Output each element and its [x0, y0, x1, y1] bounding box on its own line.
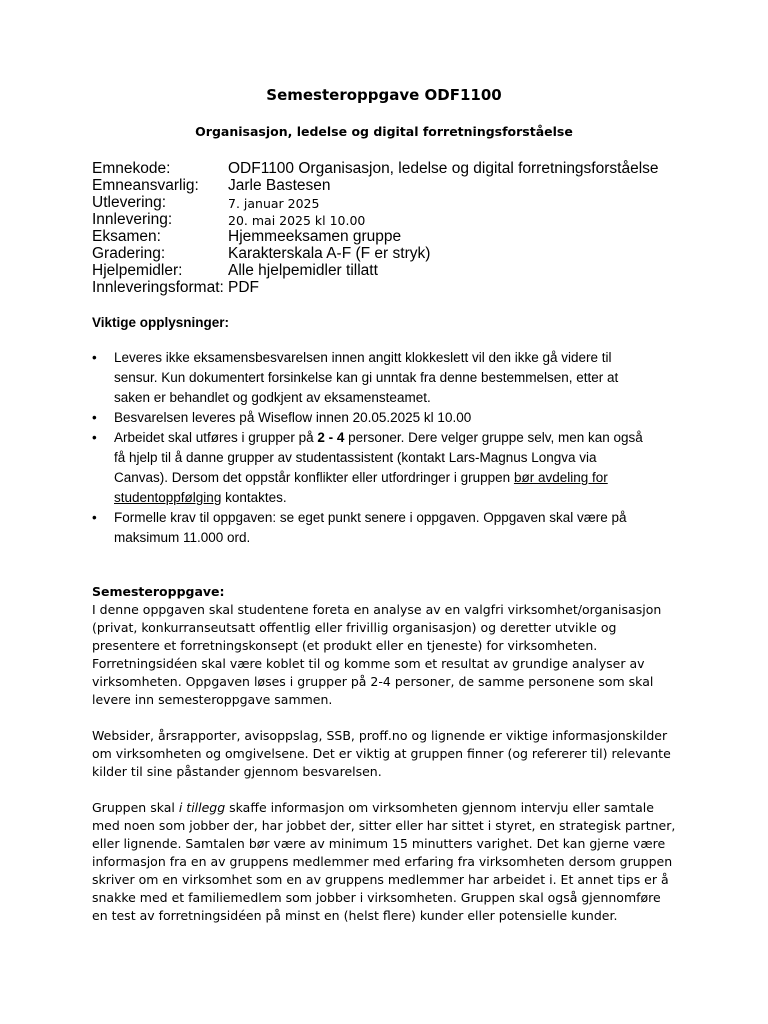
document-subtitle: Organisasjon, ledelse og digital forretningsforståelse: [195, 124, 573, 139]
meta-label: Gradering:: [92, 245, 166, 262]
bullet-icon: •: [92, 510, 97, 525]
list-item-text: Formelle krav til oppgaven: se eget punkt senere i oppgaven. Oppgaven skal være på: [114, 510, 627, 525]
text-line: Websider, årsrapporter, avisoppslag, SSB, proff.no og lignende er viktige informasjonskilder: [92, 728, 668, 743]
text-line: om virksomheten og omgivelsene. Det er viktig at gruppen finner (og refererer til) relevante: [92, 746, 671, 761]
text-line: presentere et forretningskonsept (et produkt eller en tjeneste) for virksomheten.: [92, 638, 598, 653]
italic-emphasis: i tillegg: [178, 800, 226, 815]
meta-value: PDF: [228, 279, 259, 296]
text-line: en test av forretningsidéen på minst en (helst flere) kunder eller potensielle kunder.: [92, 908, 618, 923]
bullet-icon: •: [92, 430, 97, 445]
course-info-table: [92, 160, 659, 296]
meta-label: Innleveringsformat:: [92, 279, 224, 296]
list-item-text: Besvarelsen leveres på Wiseflow innen 20.05.2025 kl 10.00: [114, 410, 472, 425]
list-item-text: saken er behandlet og godkjent av eksamensteamet.: [114, 390, 431, 405]
meta-label: Innlevering:: [92, 211, 173, 228]
text-line: kilder til sine påstander gjennom besvarelsen.: [92, 764, 382, 779]
text-line: snakke med et familiemedlem som jobber i virksomheten. Gruppen skal også gjennomføre: [92, 890, 661, 905]
text-line: med noen som jobber der, har jobbet der, sitter eller har sittet i styret, en strategisk partner,: [92, 818, 676, 833]
meta-row-responsible: [92, 177, 659, 194]
meta-row-exam: [92, 228, 659, 245]
list-item: [92, 348, 692, 408]
meta-row-submission: [92, 211, 659, 228]
list-item-text: kontaktes.: [221, 490, 287, 505]
semester-task-heading: Semesteroppgave:: [92, 584, 225, 599]
meta-label: Emneansvarlig:: [92, 177, 199, 194]
important-info-heading: Viktige opplysninger:: [92, 315, 230, 330]
meta-row-handout: [92, 194, 659, 211]
text-line: Forretningsidéen skal være koblet til og komme som et resultat av grundige analyser av: [92, 656, 645, 671]
bullet-icon: •: [92, 410, 97, 425]
meta-value: 20. mai 2025 kl 10.00: [228, 213, 366, 228]
text-line: informasjon fra en av gruppens medlemmer med erfaring fra virksomheten dersom gruppen: [92, 854, 673, 869]
meta-label: Utlevering:: [92, 194, 167, 211]
list-item: [92, 408, 692, 428]
bullet-icon: •: [92, 350, 97, 365]
meta-value: ODF1100 Organisasjon, ledelse og digital forretningsforståelse: [228, 160, 659, 177]
list-item-text: sensur. Kun dokumentert forsinkelse kan gi unntak fra denne bestemmelsen, etter at: [114, 370, 619, 385]
text-line: I denne oppgaven skal studentene foreta en analyse av en valgfri virksomhet/organisasjon: [92, 602, 662, 617]
meta-value: Jarle Bastesen: [228, 177, 331, 194]
list-item-text: Leveres ikke eksamensbesvarelsen innen angitt klokkeslett vil den ikke gå videre til: [114, 350, 612, 365]
meta-value: 7. januar 2025: [228, 196, 320, 211]
meta-value: Karakterskala A-F (F er stryk): [228, 245, 431, 262]
text-line: (privat, konkurranseutsatt offentlig eller frivillig organisasjon) og deretter utvikle og: [92, 620, 617, 635]
paragraph-2: [92, 727, 692, 781]
meta-label: Emnekode:: [92, 160, 171, 177]
meta-value: Alle hjelpemidler tillatt: [228, 262, 378, 279]
student-followup-link[interactable]: studentoppfølging: [114, 490, 222, 505]
meta-row-course-code: [92, 160, 659, 177]
text-line: virksomheten. Oppgaven løses i grupper på 2-4 personer, de samme personene som skal: [92, 674, 654, 689]
meta-label: Hjelpemidler:: [92, 262, 183, 279]
semester-task-section: [92, 583, 692, 709]
document-title: Semesteroppgave ODF1100: [266, 86, 502, 104]
list-item-text: Canvas). Dersom det oppstår konflikter eller utfordringer i gruppen: [114, 470, 514, 485]
list-item-text: personer. Dere velger gruppe selv, men kan også: [344, 430, 643, 445]
text-line: levere inn semesteroppgave sammen.: [92, 692, 333, 707]
text-line: Gruppen skal: [92, 800, 179, 815]
text-line: skriver om en virksomhet som en av gruppens medlemmer har arbeidet i. Et annet tips er å: [92, 872, 669, 887]
list-item: [92, 508, 692, 548]
student-followup-link[interactable]: bør avdeling for: [513, 470, 608, 485]
paragraph-3: [92, 799, 692, 925]
meta-label: Eksamen:: [92, 228, 161, 245]
group-size-bold: 2 - 4: [317, 430, 345, 445]
list-item-text: maksimum 11.000 ord.: [114, 530, 251, 545]
list-item-text: Arbeidet skal utføres i grupper på: [114, 430, 318, 445]
paragraph-1: [92, 601, 692, 709]
meta-row-aids: [92, 262, 659, 279]
list-item: [92, 428, 692, 508]
text-line: skaffe informasjon om virksomheten gjennom intervju eller samtale: [225, 800, 654, 815]
important-info-list: [92, 348, 692, 548]
meta-value: Hjemmeeksamen gruppe: [228, 228, 402, 245]
text-line: eller lignende. Samtalen bør være av minimum 15 minutters varighet. Det kan gjerne være: [92, 836, 666, 851]
meta-row-format: [92, 279, 659, 296]
list-item-text: få hjelp til å danne grupper av studentassistent (kontakt Lars-Magnus Longva via: [114, 450, 597, 465]
meta-row-grading: [92, 245, 659, 262]
